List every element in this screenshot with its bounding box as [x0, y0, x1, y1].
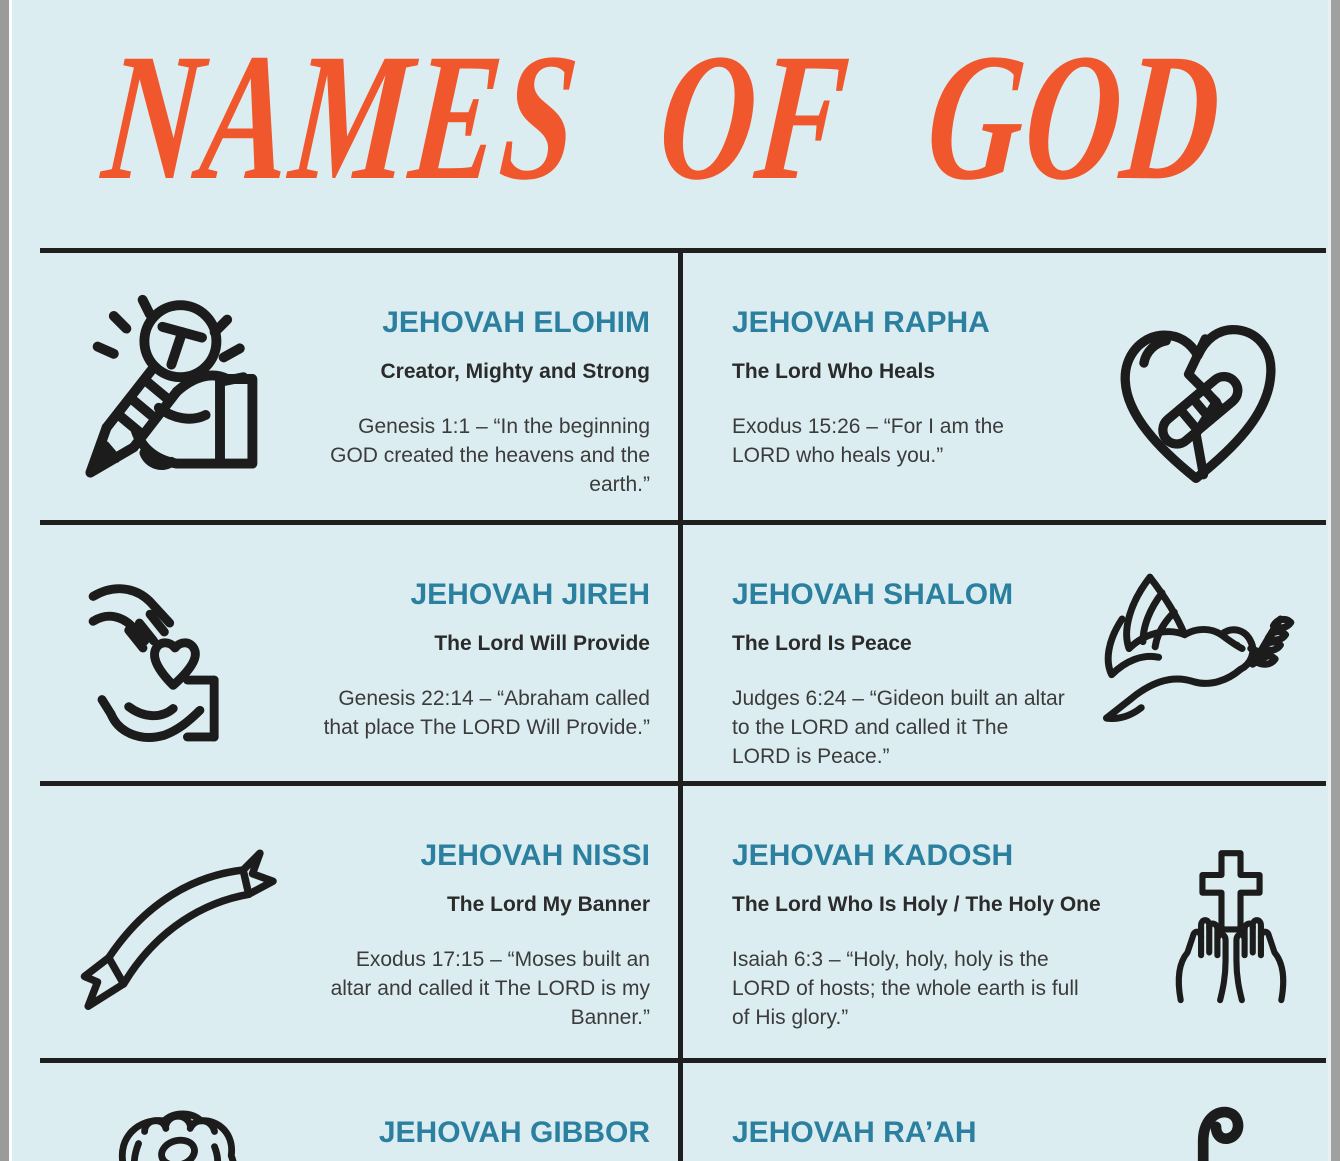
broken-heart-bandage-icon — [1100, 311, 1292, 497]
card-verse: Exodus 15:26 – “For I am the LORD who heals you.” — [732, 415, 1004, 467]
card-verse: Genesis 1:1 – “In the beginning GOD created the heavens and the earth.” — [330, 415, 650, 496]
idea-hand-icon — [76, 289, 274, 487]
names-grid — [40, 248, 1326, 1161]
card-verse: Judges 6:24 – “Gideon built an altar to the LORD and called it The LORD is Peace.” — [732, 687, 1065, 768]
card-title: JEHOVAH GIBBOR — [378, 1116, 650, 1149]
card-subtitle: The Lord Who Heals — [732, 360, 936, 383]
shepherd-crook-icon — [1184, 1098, 1248, 1161]
page-margin-left — [9, 0, 12, 1161]
card-verse: Exodus 17:15 – “Moses built an altar and called it The LORD is my Banner.” — [330, 948, 650, 1029]
card-jehovah-nissi — [40, 786, 678, 1058]
card-verse: Genesis 22:14 – “Abraham called that place The LORD Will Provide.” — [323, 687, 650, 739]
dove-olive-branch-icon — [1096, 569, 1296, 749]
card-jehovah-gibbor — [40, 1063, 678, 1161]
grid-row — [40, 248, 1326, 520]
page-title: NAMES OF GOD — [96, 15, 1230, 219]
card-jehovah-raah — [683, 1063, 1326, 1161]
column-divider — [678, 248, 683, 1161]
grid-row — [40, 520, 1326, 781]
card-subtitle: The Lord My Banner — [446, 893, 650, 916]
card-title: JEHOVAH JIREH — [410, 578, 650, 611]
card-jehovah-kadosh — [683, 786, 1326, 1058]
card-subtitle: The Lord Will Provide — [434, 632, 650, 655]
card-title: JEHOVAH RA’AH — [732, 1116, 977, 1149]
cross-praying-hands-icon — [1163, 828, 1299, 1024]
giving-hands-heart-icon — [80, 575, 270, 753]
card-jehovah-rapha — [683, 253, 1326, 520]
card-title: JEHOVAH KADOSH — [732, 839, 1014, 872]
card-subtitle: The Lord Who Is Holy / The Holy One — [732, 893, 1101, 916]
card-subtitle: Creator, Mighty and Strong — [380, 360, 650, 383]
scrollbar-track[interactable] — [1331, 0, 1340, 1161]
card-jehovah-elohim — [40, 253, 678, 520]
card-title: JEHOVAH RAPHA — [732, 306, 990, 339]
grid-row — [40, 1058, 1326, 1161]
card-title: JEHOVAH SHALOM — [732, 578, 1014, 611]
card-verse: Isaiah 6:3 – “Holy, holy, holy is the LORD of hosts; the whole earth is full of His glory.” — [732, 948, 1079, 1029]
card-title: JEHOVAH ELOHIM — [382, 306, 650, 339]
card-jehovah-jireh — [40, 525, 678, 781]
grid-row — [40, 781, 1326, 1058]
card-title: JEHOVAH NISSI — [420, 839, 650, 872]
card-jehovah-shalom — [683, 525, 1326, 781]
card-subtitle: The Lord Is Peace — [732, 632, 912, 655]
banner-ribbon-icon — [56, 842, 294, 1010]
fist-icon — [99, 1098, 251, 1161]
window-edge-left — [0, 0, 9, 1161]
